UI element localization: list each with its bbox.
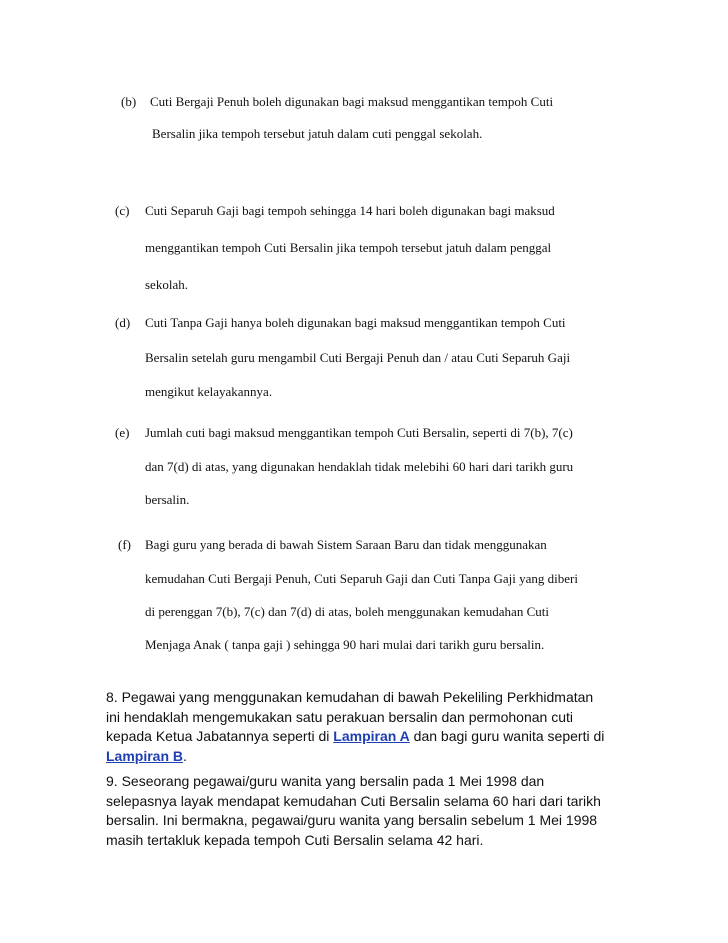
item-marker: (b) [121, 94, 137, 109]
item-marker: (d) [115, 315, 131, 330]
item-line: Bagi guru yang berada di bawah Sistem Saraan Baru dan tidak menggunakan [145, 537, 547, 552]
item-marker: (f) [118, 537, 131, 552]
paragraph-line: bersalin. Ini bermakna, pegawai/guru wanita yang bersalin sebelum 1 Mei 1998 [106, 812, 598, 828]
paragraph-text: dan bagi guru wanita seperti di [409, 728, 605, 744]
paragraph-line [106, 727, 626, 747]
paragraph-line: 9. Seseorang pegawai/guru wanita yang bersalin pada 1 Mei 1998 dan [106, 773, 545, 789]
item-line: Jumlah cuti bagi maksud menggantikan tempoh Cuti Bersalin, seperti di 7(b), 7(c) [145, 425, 573, 440]
paragraph-8 [106, 688, 626, 766]
paragraph-line: 8. Pegawai yang menggunakan kemudahan di bawah Pekeliling Perkhidmatan [106, 689, 594, 705]
item-line: Cuti Separuh Gaji bagi tempoh sehingga 14 hari boleh digunakan bagi maksud [145, 203, 555, 218]
paragraph-text: kepada Ketua Jabatannya seperti di [106, 728, 334, 744]
item-line: Bersalin jika tempoh tersebut jatuh dalam cuti penggal sekolah. [152, 126, 483, 141]
item-line: kemudahan Cuti Bergaji Penuh, Cuti Separuh Gaji dan Cuti Tanpa Gaji yang diberi [145, 571, 578, 586]
paragraph-line: ini hendaklah mengemukakan satu perakuan bersalin dan permohonan cuti [106, 708, 573, 725]
item-line: Menjaga Anak ( tanpa gaji ) sehingga 90 hari mulai dari tarikh guru bersalin. [145, 637, 545, 652]
paragraph-line: masih tertakluk kepada tempoh Cuti Bersalin selama 42 hari. [106, 831, 484, 848]
paragraph-9 [106, 772, 626, 850]
item-line: menggantikan tempoh Cuti Bersalin jika tempoh tersebut jatuh dalam penggal [145, 240, 552, 255]
item-line: Bersalin setelah guru mengambil Cuti Bergaji Penuh dan / atau Cuti Separuh Gaji [145, 350, 571, 365]
item-line: dan 7(d) di atas, yang digunakan hendaklah tidak melebihi 60 hari dari tarikh guru [145, 459, 574, 474]
lampiran-a-link[interactable]: Lampiran A [333, 728, 410, 744]
item-line: Cuti Tanpa Gaji hanya boleh digunakan bagi maksud menggantikan tempoh Cuti [145, 315, 566, 330]
item-marker: (e) [115, 425, 130, 440]
item-line: sekolah. [145, 277, 188, 292]
item-marker: (c) [115, 203, 130, 218]
paragraph-line: selepasnya layak mendapat kemudahan Cuti Bersalin selama 60 hari dari tarikh [106, 792, 601, 809]
lampiran-b-link[interactable]: Lampiran B [106, 747, 184, 764]
item-line: bersalin. [145, 492, 190, 507]
item-line: di perenggan 7(b), 7(c) dan 7(d) di atas, boleh menggunakan kemudahan Cuti [145, 604, 549, 619]
paragraph-text: . [183, 747, 187, 764]
item-line: Cuti Bergaji Penuh boleh digunakan bagi maksud menggantikan tempoh Cuti [150, 94, 554, 109]
item-line: mengikut kelayakannya. [145, 384, 273, 399]
paragraph-line [106, 747, 626, 767]
